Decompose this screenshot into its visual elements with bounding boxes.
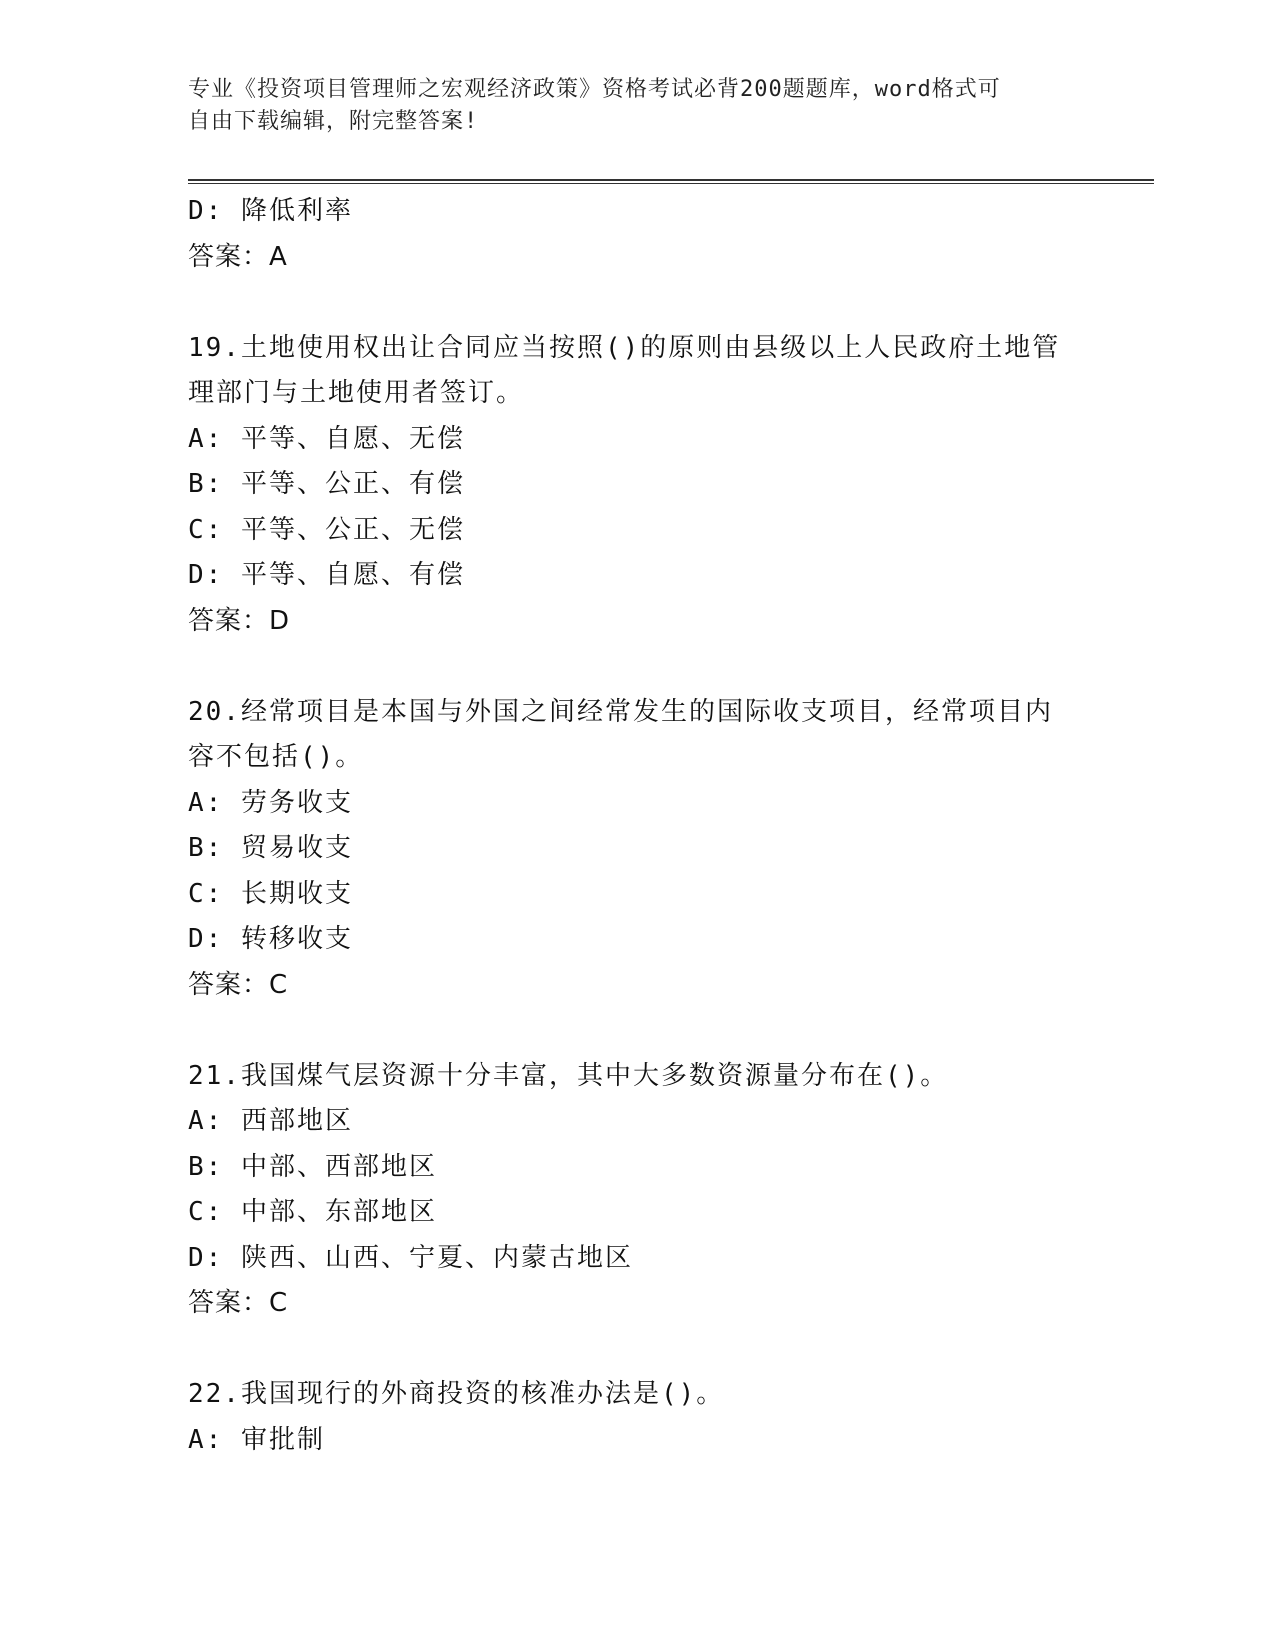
option-b: B: 中部、西部地区: [188, 1151, 437, 1182]
question-stem-continued: 容不包括()。: [188, 742, 364, 772]
option-a: A: 审批制: [188, 1424, 325, 1455]
option-d: D: 转移收支: [188, 924, 353, 954]
answer-line: 答案：C: [188, 969, 289, 1000]
option-a: A: 西部地区: [188, 1106, 353, 1136]
spacer: [188, 1327, 1088, 1373]
option-a: A: 劳务收支: [188, 787, 353, 818]
question-stem: 21.我国煤气层资源十分丰富，其中大多数资源量分布在()。: [188, 1060, 949, 1091]
question-stem-continued: 理部门与土地使用者签订。: [188, 378, 525, 408]
option-d: D: 陕西、山西、宁夏、内蒙古地区: [188, 1242, 633, 1273]
option-b: B: 平等、公正、有偿: [188, 469, 465, 499]
spacer: [188, 280, 1088, 326]
header-line-2: 自由下载编辑，附完整答案!: [188, 109, 479, 134]
answer-line: 答案：A: [188, 241, 288, 272]
option-b: B: 贸易收支: [188, 833, 353, 863]
header-divider-thick: [188, 179, 1154, 181]
answer-line: 答案：D: [188, 605, 291, 636]
question-stem: 20.经常项目是本国与外国之间经常发生的国际收支项目，经常项目内: [188, 696, 1053, 727]
question-stem: 19.土地使用权出让合同应当按照()的原则由县级以上人民政府土地管: [188, 332, 1061, 363]
spacer: [188, 644, 1088, 690]
answer-line: 答案：C: [188, 1288, 289, 1318]
option-a: A: 平等、自愿、无偿: [188, 423, 465, 454]
question-stem: 22.我国现行的外商投资的核准办法是()。: [188, 1379, 725, 1409]
question-20: [188, 690, 1088, 1009]
question-21: [188, 1054, 1088, 1327]
question-22: [188, 1372, 1088, 1463]
spacer: [188, 1008, 1088, 1054]
header-line-1: 专业《投资项目管理师之宏观经济政策》资格考试必背200题题库，word格式可: [188, 77, 1001, 102]
option-d: D: 平等、自愿、有偿: [188, 560, 465, 590]
option-c: C: 中部、东部地区: [188, 1197, 437, 1227]
option-c: C: 长期收支: [188, 878, 353, 909]
option-c: C: 平等、公正、无偿: [188, 514, 465, 545]
document-header: [188, 74, 1068, 138]
option-d: D: 降低利率: [188, 196, 353, 226]
question-list: [188, 189, 1088, 1463]
question-19: [188, 326, 1088, 645]
header-divider-thin: [188, 183, 1154, 184]
